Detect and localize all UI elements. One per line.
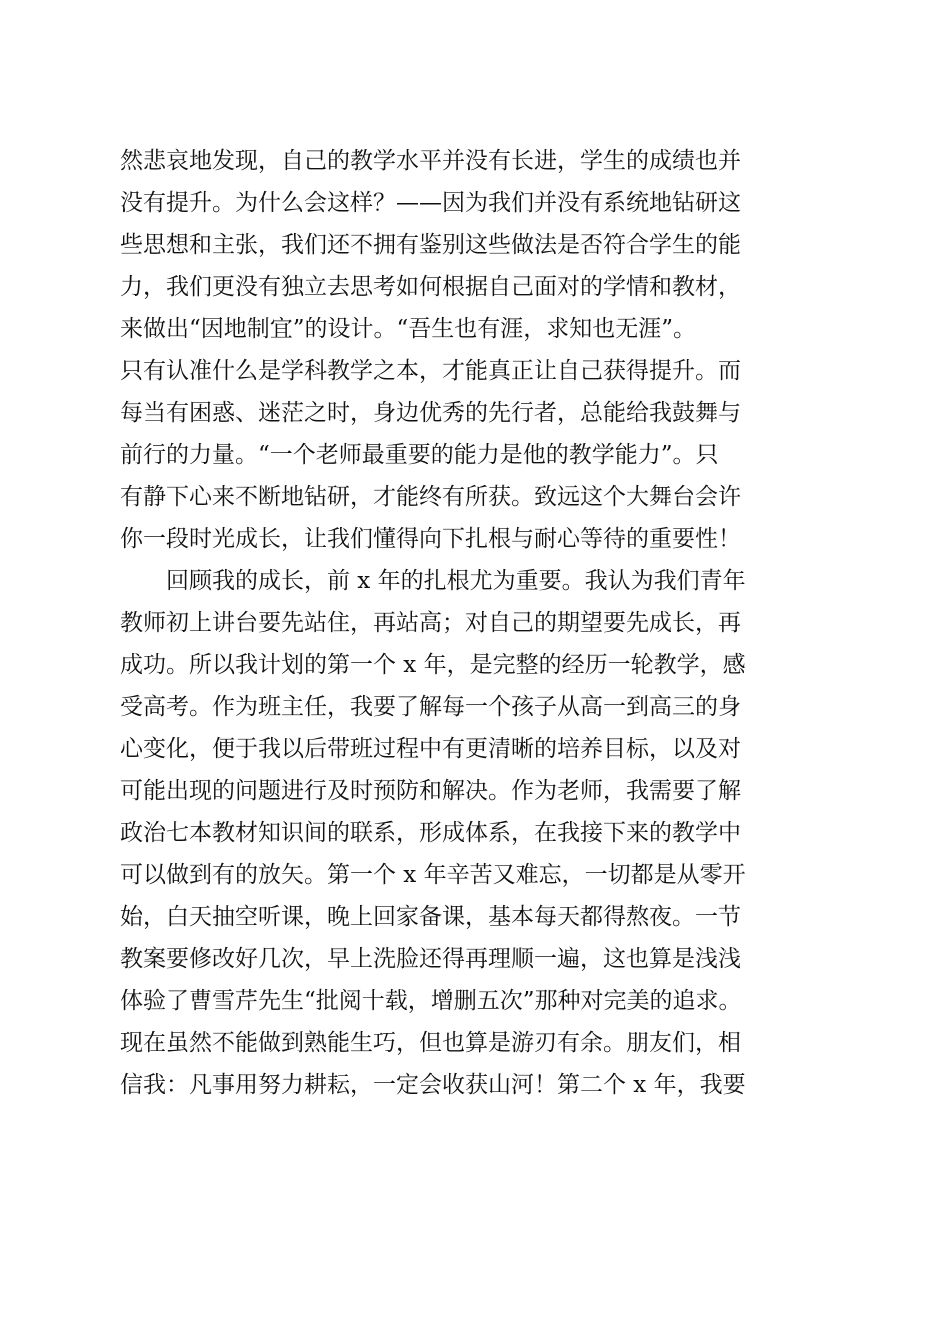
text-line: 前行的力量。“一个老师最重要的能力是他的教学能力”。只 — [120, 442, 719, 468]
text-line: 力，我们更没有独立去思考如何根据自己面对的学情和教材， — [120, 274, 741, 300]
text-line: 然悲哀地发现，自己的教学水平并没有长进，学生的成绩也并 — [120, 148, 741, 174]
text-line: 现在虽然不能做到熟能生巧，但也算是游刃有余。朋友们，相 — [120, 1030, 741, 1056]
text-line: 始，白天抽空听课，晚上回家备课，基本每天都得熬夜。一节 — [120, 904, 741, 930]
text-line: 教师初上讲台要先站住，再站高；对自己的期望要先成长，再 — [120, 610, 741, 636]
text-line: 只有认准什么是学科教学之本，才能真正让自己获得提升。而 — [120, 358, 741, 384]
text-line: 受高考。作为班主任，我要了解每一个孩子从高一到高三的身 — [120, 694, 741, 720]
text-line: 有静下心来不断地钻研，才能终有所获。致远这个大舞台会许 — [120, 484, 741, 510]
text-line: 来做出“因地制宜”的设计。“吾生也有涯，求知也无涯”。 — [120, 316, 697, 342]
text-line: 你一段时光成长，让我们懂得向下扎根与耐心等待的重要性！ — [120, 526, 741, 552]
text-line: 成功。所以我计划的第一个 x 年，是完整的经历一轮教学，感 — [120, 652, 746, 678]
text-line: 可以做到有的放矢。第一个 x 年辛苦又难忘，一切都是从零开 — [120, 862, 746, 888]
text-line: 体验了曹雪芹先生“批阅十载，增删五次”那种对完美的追求。 — [120, 988, 742, 1014]
text-line: 些思想和主张，我们还不拥有鉴别这些做法是否符合学生的能 — [120, 232, 741, 258]
text-line: 可能出现的问题进行及时预防和解决。作为老师，我需要了解 — [120, 778, 741, 804]
body-text — [120, 140, 840, 1106]
paragraph-start-line: 回顾我的成长，前 x 年的扎根尤为重要。我认为我们青年 — [166, 568, 746, 594]
text-line: 每当有困惑、迷茫之时，身边优秀的先行者，总能给我鼓舞与 — [120, 400, 741, 426]
text-line: 心变化，便于我以后带班过程中有更清晰的培养目标，以及对 — [120, 736, 741, 762]
text-line: 政治七本教材知识间的联系，形成体系，在我接下来的教学中 — [120, 820, 741, 846]
text-line: 信我：凡事用努力耕耘，一定会收获山河！第二个 x 年，我要 — [120, 1072, 746, 1098]
text-line: 教案要修改好几次，早上洗脸还得再理顺一遍，这也算是浅浅 — [120, 946, 741, 972]
text-line: 没有提升。为什么会这样？——因为我们并没有系统地钻研这 — [120, 190, 741, 216]
